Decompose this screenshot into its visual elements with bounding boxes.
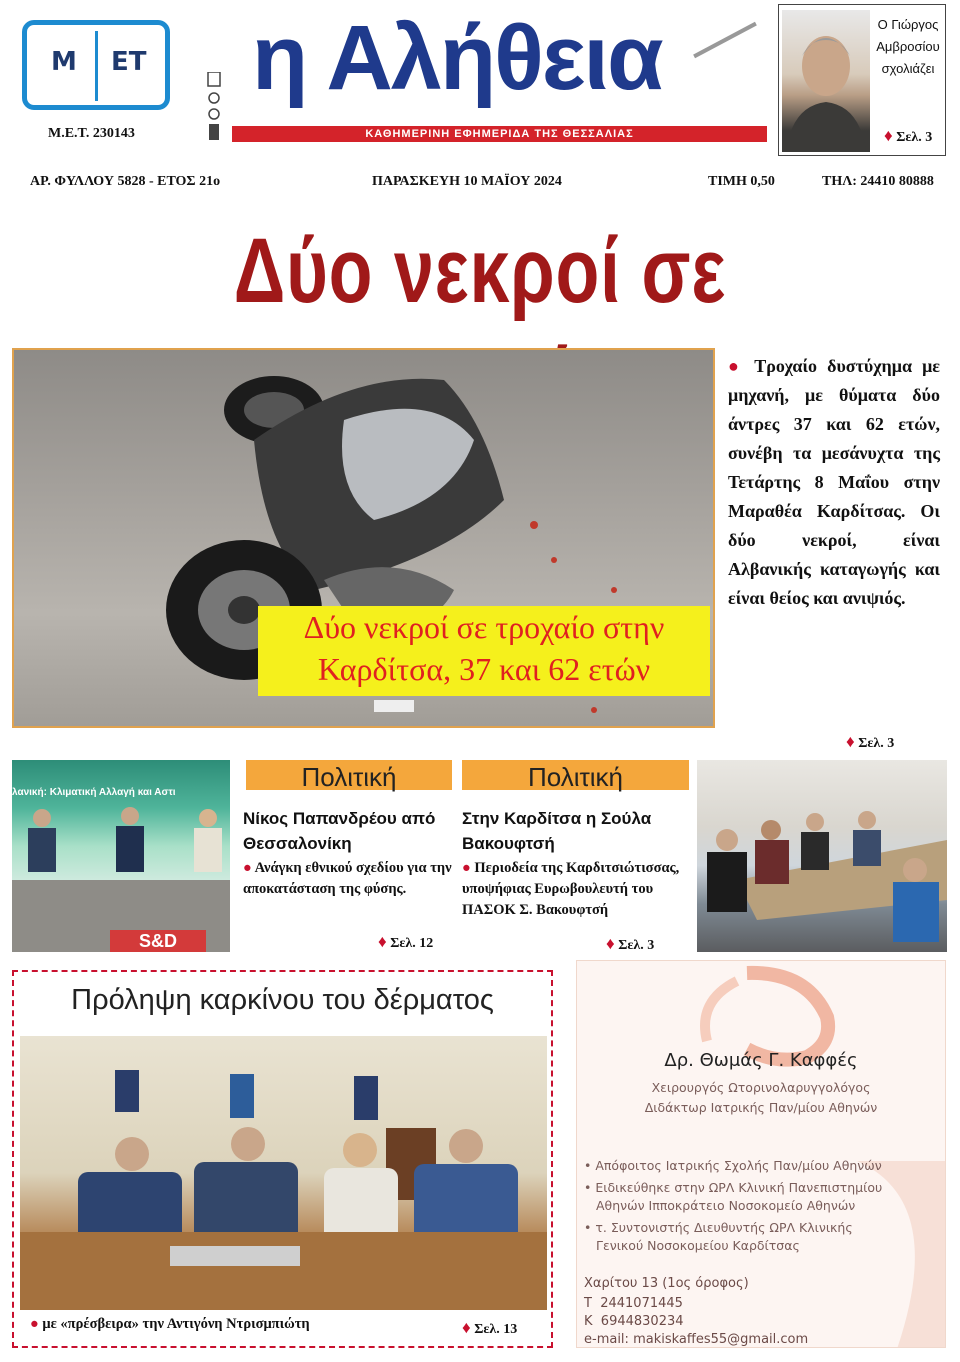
press-conference-photo[interactable] bbox=[20, 1036, 547, 1310]
pen-icon bbox=[693, 22, 757, 58]
meeting-people-icon bbox=[697, 760, 947, 952]
columnist-name bbox=[872, 14, 944, 80]
emblem-icon bbox=[206, 72, 222, 142]
doctor-cv-2b: Αθηνών Ιπποκράτειο Νοσοκομείο Αθηνών bbox=[596, 1198, 856, 1213]
article-left-title[interactable]: Νίκος Παπανδρέου από Θεσσαλονίκη bbox=[243, 809, 436, 853]
columnist-photo bbox=[782, 10, 870, 152]
section-header-politics-2: Πολιτική bbox=[462, 760, 689, 790]
lead-photo-caption bbox=[258, 606, 710, 696]
issue-date: ΠΑΡΑΣΚΕΥΗ 10 ΜΑΪΟΥ 2024 bbox=[372, 174, 562, 189]
doctor-email[interactable]: e-mail: makiskaffes55@gmail.com bbox=[584, 1332, 809, 1347]
newspaper-title: η Αλήθεια bbox=[252, 7, 662, 109]
met-logo bbox=[22, 20, 170, 110]
newspaper-tagline: ΚΑΘΗΜΕΡΙΝΗ ΕΦΗΜΕΡΙΔΑ ΤΗΣ ΘΕΣΣΑΛΙΑΣ bbox=[232, 126, 767, 142]
issue-number: ΑΡ. ΦΥΛΛΟΥ 5828 - ΕΤΟΣ 21ο bbox=[30, 174, 221, 189]
columnist-line3: σχολιάζει bbox=[881, 61, 935, 76]
diamond-icon: ♦ bbox=[378, 932, 387, 951]
article-right-page-ref[interactable]: ♦ Σελ. 3 bbox=[606, 934, 655, 953]
book-spine bbox=[95, 31, 98, 101]
columnist-page-ref[interactable]: ♦ Σελ. 3 bbox=[884, 126, 933, 145]
lead-caption-line1: Δύο νεκροί σε τροχαίο στην bbox=[303, 609, 665, 645]
article-right-body: ● Περιοδεία της Καρδιτσιώτισσας, υποψήφιας Ευρωβουλευτή του ΠΑΣΟΚ Σ. Βακουφτσή bbox=[462, 860, 680, 918]
doctor-tel: Τ 2441071445 bbox=[584, 1296, 683, 1311]
lead-headline[interactable]: Δύο νεκροί σε bbox=[233, 220, 727, 322]
diamond-icon: ♦ bbox=[462, 1318, 471, 1337]
doctor-mobile: Κ 6944830234 bbox=[584, 1314, 684, 1329]
skin-cancer-caption: ● με «πρέσβειρα» την Αντιγόνη Ντρισμπιώτη bbox=[30, 1316, 310, 1332]
doctor-cv-3b: Γενικού Νοσοκομείου Καρδίτσας bbox=[596, 1238, 800, 1253]
met-logo-left: Μ bbox=[51, 47, 77, 77]
lead-caption-line2: Καρδίτσα, 37 και 62 ετών bbox=[317, 651, 651, 687]
bullet-icon: ● bbox=[243, 860, 255, 876]
bullet-icon: ● bbox=[728, 356, 755, 376]
columnist-line2: Αμβροσίου bbox=[876, 39, 940, 54]
stage-banner: λανική: Κλιματική Αλλαγή και Αστι bbox=[12, 787, 176, 798]
bullet-icon: ● bbox=[30, 1316, 43, 1332]
met-logo-right: ΕΤ bbox=[111, 47, 147, 77]
diamond-icon: ♦ bbox=[606, 934, 615, 953]
bullet-icon: ● bbox=[462, 860, 475, 876]
lead-body bbox=[728, 352, 940, 613]
lead-page-ref[interactable]: ♦ Σελ. 3 bbox=[846, 732, 895, 751]
diamond-icon: ♦ bbox=[884, 126, 893, 145]
section-header-politics: Πολιτική bbox=[246, 760, 452, 790]
doctor-cv-2: • Ειδικεύθηκε στην ΩΡΛ Κλινική Πανεπιστημίου bbox=[584, 1180, 883, 1195]
doctor-name: Δρ. Θωμάς Γ. Καφφές bbox=[664, 1050, 858, 1071]
article-left-body: ● Ανάγκη εθνικού σχεδίου για την αποκατάσταση της φύσης. bbox=[243, 860, 452, 897]
met-code: Μ.Ε.Τ. 230143 bbox=[48, 126, 135, 141]
doctor-degree: Διδάκτωρ Ιατρικής Παν/μίου Αθηνών bbox=[644, 1100, 878, 1115]
diamond-icon: ♦ bbox=[846, 732, 855, 751]
lead-body-text: Τροχαίο δυστύχημα με μηχανή, με θύματα δύο άντρες 37 και 62 ετών, συνέβη τα μεσάνυχτα της Τετάρτης 8 Μαΐου στην Μαραθέα Καρδίτσας. Οι δύο νεκροί, είναι Αλβανικής καταγωγής και είναι θείος και ανιψιός. bbox=[728, 356, 940, 608]
person-icon bbox=[782, 10, 870, 152]
article-left-page-ref[interactable]: ♦ Σελ. 12 bbox=[378, 932, 434, 951]
issue-phone: ΤΗΛ: 24410 80888 bbox=[822, 174, 934, 189]
press-conference-icon bbox=[20, 1036, 547, 1310]
article-right-title[interactable]: Στην Καρδίτσα η Σούλα Βακουφτσή bbox=[462, 809, 652, 853]
doctor-specialty: Χειρουργός Ωτορινολαρυγγολόγος bbox=[651, 1080, 871, 1095]
doctor-cv-3: • τ. Συντονιστής Διευθυντής ΩΡΛ Κλινικής bbox=[584, 1220, 853, 1235]
meeting-photo[interactable] bbox=[697, 760, 947, 952]
skin-cancer-title[interactable]: Πρόληψη καρκίνου του δέρματος bbox=[71, 984, 494, 1016]
sd-logo: S&D bbox=[110, 930, 206, 952]
skin-cancer-page-ref[interactable]: ♦ Σελ. 13 bbox=[462, 1318, 518, 1337]
doctor-cv-1: • Απόφοιτος Ιατρικής Σχολής Παν/μίου Αθηνών bbox=[584, 1158, 882, 1173]
issue-price: ΤΙΜΗ 0,50 bbox=[708, 174, 775, 189]
doctor-address: Χαρίτου 13 (1ος όροφος) bbox=[584, 1276, 749, 1291]
columnist-line1: Ο Γιώργος bbox=[877, 17, 939, 32]
